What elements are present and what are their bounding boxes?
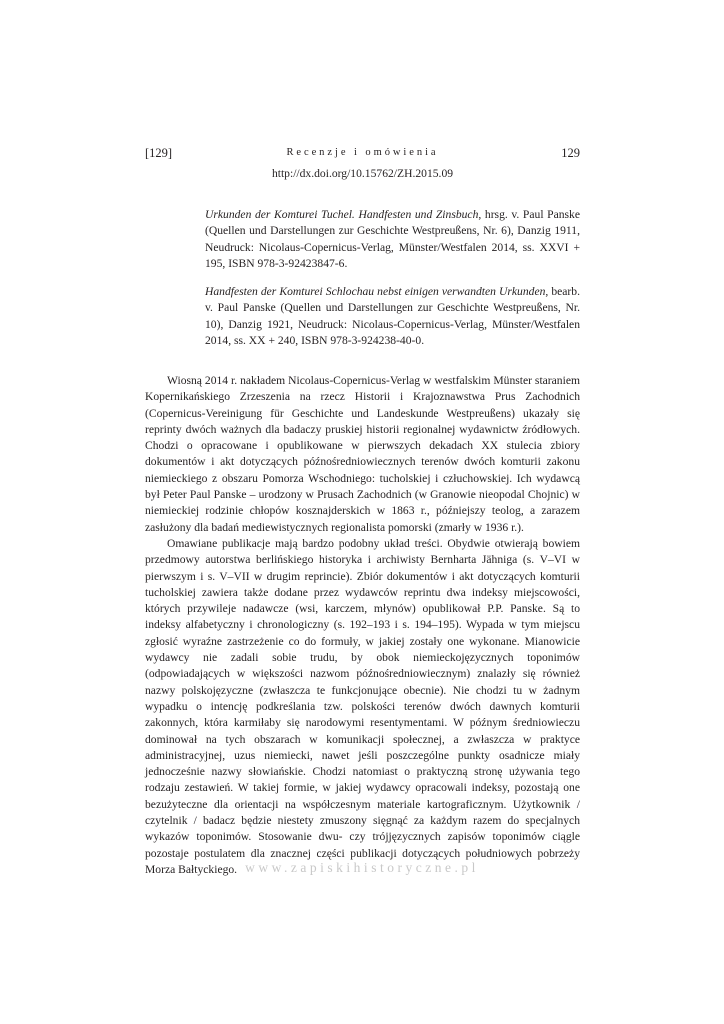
citation-title: Urkunden der Komturei Tuchel. Handfesten und Zinsbuch (205, 208, 479, 221)
citation-entry (205, 284, 580, 349)
header-bracket-page-number: [129] (145, 146, 173, 160)
body-paragraph: Omawiane publikacje mają bardzo podobny układ treści. Obydwie otwierają bowiem przedmowy autorstwa berlińskiego historyka i archiwisty Bernharta Jähniga (s. V–VI w pierwszym i s. V–VII w drugim reprincie). Zbiór dokumentów i akt dotyczących komturii tucholskiej zawiera także dodane przez wydawców reprintu dwa indeksy miejscowości, których przywileje nadawcze (wsi, karczem, młynów) opublikował P.P. Panske. Są to indeksy alfabetyczny i chronologiczny (s. 192–193 i s. 194–195). Wypada w tym miejscu zgłosić wyraźne zastrzeżenie co do formuły, w jakiej zostały one wykonane. Mianowicie wydawcy nie zadali sobie trudu, by obok niemieckojęzycznych toponimów (odpowiadających w większości nazwom późnośredniowiecznym) znalazły się również nazwy polskojęzyczne (zwłaszcza te funkcjonujące obecnie). Nie chodzi tu w żadnym wypadku o intencję podkreślania tzw. polskości terenów dwóch dawnych komturii zakonnych, która karmiłaby się narodowymi resentymentami. W późnym średniowieczu dominował na tych obszarach w komunikacji społecznej, a zwłaszcza w praktyce administracyjnej, uzus niemiecki, nawet jeśli poszczególne punkty osadnicze miały jednocześnie nazwy słowiańskie. Chodzi natomiast o praktyczną stronę używania tego rodzaju zestawień. W takiej formie, w jakiej wydawcy opracowali indeksy, pozostają one bezużyteczne dla orientacji na współczesnym materiale kartograficznym. Użytkownik / czytelnik / badacz będzie niestety zmuszony sięgnąć za każdym razem do specjalnych wykazów toponimów. Stosowanie dwu- czy trójjęzycznych zapisów toponimów ciągle pozostaje postulatem dla znacznej części publikacji dotyczących południowych pobrzeży Morza Bałtyckiego. (145, 536, 580, 876)
citation-title: Handfesten der Komturei Schlochau nebst einigen verwandten Urkunden (205, 285, 546, 299)
website-watermark: www.zapiskihistoryczne.pl (245, 860, 479, 875)
page-number: 129 (561, 146, 580, 160)
citation-details: , hrsg. v. Paul Panske (Quellen und Darstellungen zur Geschichte Westpreußens, Nr. 6), Danzig 1911, Neudruck: Nicolaus-Copernicus-Verlag, Münster/Westfalen 2014, ss. XXVI + 195, ISBN 978-3-92423847-6. (205, 208, 580, 270)
review-body (145, 373, 580, 878)
citation-entry (205, 207, 580, 272)
running-header (145, 146, 580, 162)
doi-line: http://dx.doi.org/10.15762/ZH.2015.09 (271, 167, 454, 180)
section-title: Recenzje i omówienia (286, 147, 439, 158)
body-paragraph: Wiosną 2014 r. nakładem Nicolaus-Copernicus-Verlag w westfalskim Münster staraniem Kopernikańskiego Zrzeszenia na rzecz Historii i Krajoznawstwa Prus Zachodnich (Copernicus-Vereinigung für Geschichte und Landeskunde Westpreußens) ukazały się reprinty dwóch ważnych dla badaczy pruskiej historii regionalnej wydawnictw źródłowych. Chodzi o opracowane i opublikowane w pierwszych dekadach XX stulecia zbiory dokumentów i akt dotyczących późnośredniowiecznych terenów dwóch komturii zakonu niemieckiego z obszaru Pomorza Wschodniego: tucholskiej i człuchowskiej. Ich wydawcą był Peter Paul Panske – urodzony w Prusach Zachodnich (w Granowie nieopodal Chojnic) w niemieckiej rodzinie chłopów kosznajderskich w 1863 r., późniejszy teolog, a zarazem zasłużony dla badań mediewistycznych regionalista pomorski (zmarły w 1936 r.). (145, 374, 580, 534)
bibliographic-entries (205, 207, 580, 361)
citation-details: , bearb. v. Paul Panske (Quellen und Darstellungen zur Geschichte Westpreußens, Nr. 10), Danzig 1921, Neudruck: Nicolaus-Copernicus-Verlag, Münster/Westfalen 2014, ss. XX + 240, ISBN 978-3-924238-40-0. (205, 285, 580, 348)
